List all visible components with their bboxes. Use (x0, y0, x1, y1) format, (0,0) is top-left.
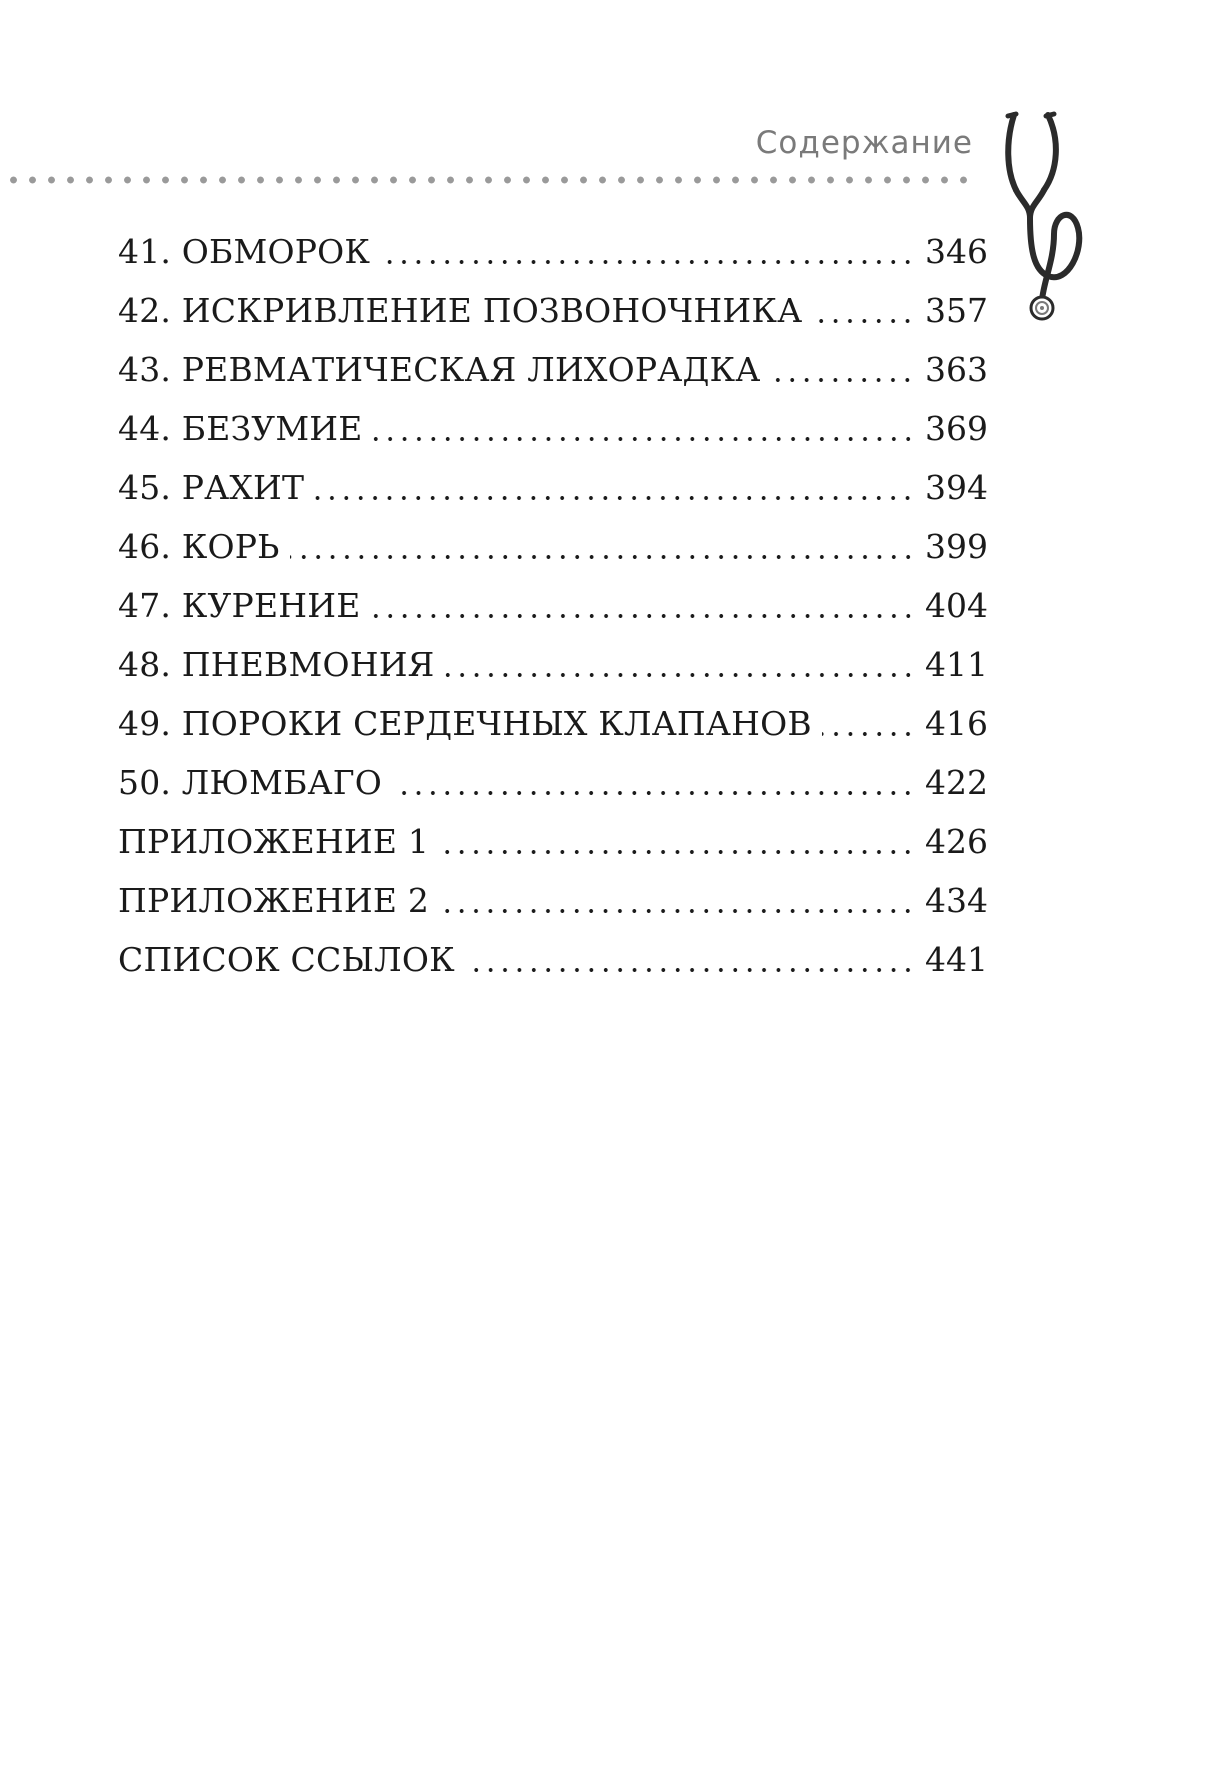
toc-entry[interactable] (118, 635, 988, 694)
toc-entry-label: 50. ЛЮМБАГО (118, 763, 383, 802)
dot-leader (290, 555, 915, 559)
toc-entry-page: 422 (925, 763, 988, 802)
toc-entry[interactable] (118, 694, 988, 753)
toc-entry-label: СПИСОК ССЫЛОК (118, 940, 455, 979)
dot-leader (445, 673, 915, 677)
toc-entry-label: 46. КОРЬ (118, 527, 280, 566)
toc-entry[interactable] (118, 930, 988, 989)
toc-entry-page: 363 (925, 350, 988, 389)
toc-entry[interactable] (118, 458, 988, 517)
toc-entry-label: ПРИЛОЖЕНИЕ 2 (118, 881, 430, 920)
toc-entry[interactable] (118, 812, 988, 871)
dot-leader (439, 909, 915, 913)
table-of-contents (118, 222, 988, 989)
toc-entry[interactable] (118, 222, 988, 281)
toc-entry-page: 369 (925, 409, 988, 448)
stethoscope-icon (1000, 110, 1110, 330)
toc-entry-label: 47. КУРЕНИЕ (118, 586, 361, 625)
toc-entry[interactable] (118, 340, 988, 399)
dot-leader (770, 378, 915, 382)
toc-entry-page: 411 (925, 645, 988, 684)
toc-entry-page: 434 (925, 881, 988, 920)
toc-entry-page: 346 (925, 232, 988, 271)
dotted-divider (0, 176, 975, 184)
toc-entry-label: 43. РЕВМАТИЧЕСКАЯ ЛИХОРАДКА (118, 350, 761, 389)
dot-leader (380, 260, 915, 264)
toc-entry[interactable] (118, 517, 988, 576)
section-title: Содержание (755, 125, 973, 161)
toc-entry[interactable] (118, 399, 988, 458)
toc-entry-label: 41. ОБМОРОК (118, 232, 371, 271)
dot-leader (465, 968, 915, 972)
dot-leader (812, 319, 915, 323)
toc-entry-page: 441 (925, 940, 988, 979)
dot-leader (439, 850, 915, 854)
toc-entry[interactable] (118, 281, 988, 340)
dot-leader (373, 437, 915, 441)
toc-entry-page: 416 (925, 704, 988, 743)
toc-entry-label: ПРИЛОЖЕНИЕ 1 (118, 822, 430, 861)
toc-entry[interactable] (118, 753, 988, 812)
dot-leader (314, 496, 915, 500)
dot-leader (822, 732, 915, 736)
toc-entry-page: 357 (925, 291, 988, 330)
toc-entry-label: 44. БЕЗУМИЕ (118, 409, 363, 448)
toc-entry-label: 48. ПНЕВМОНИЯ (118, 645, 435, 684)
toc-entry-page: 404 (925, 586, 988, 625)
toc-entry-label: 42. ИСКРИВЛЕНИЕ ПОЗВОНОЧНИКА (118, 291, 803, 330)
toc-entry-label: 45. РАХИТ (118, 468, 305, 507)
toc-entry[interactable] (118, 576, 988, 635)
dot-leader (371, 614, 916, 618)
toc-entry-page: 426 (925, 822, 988, 861)
toc-entry[interactable] (118, 871, 988, 930)
dot-leader (392, 791, 915, 795)
toc-entry-label: 49. ПОРОКИ СЕРДЕЧНЫХ КЛАПАНОВ (118, 704, 812, 743)
toc-entry-page: 394 (925, 468, 988, 507)
toc-entry-page: 399 (925, 527, 988, 566)
